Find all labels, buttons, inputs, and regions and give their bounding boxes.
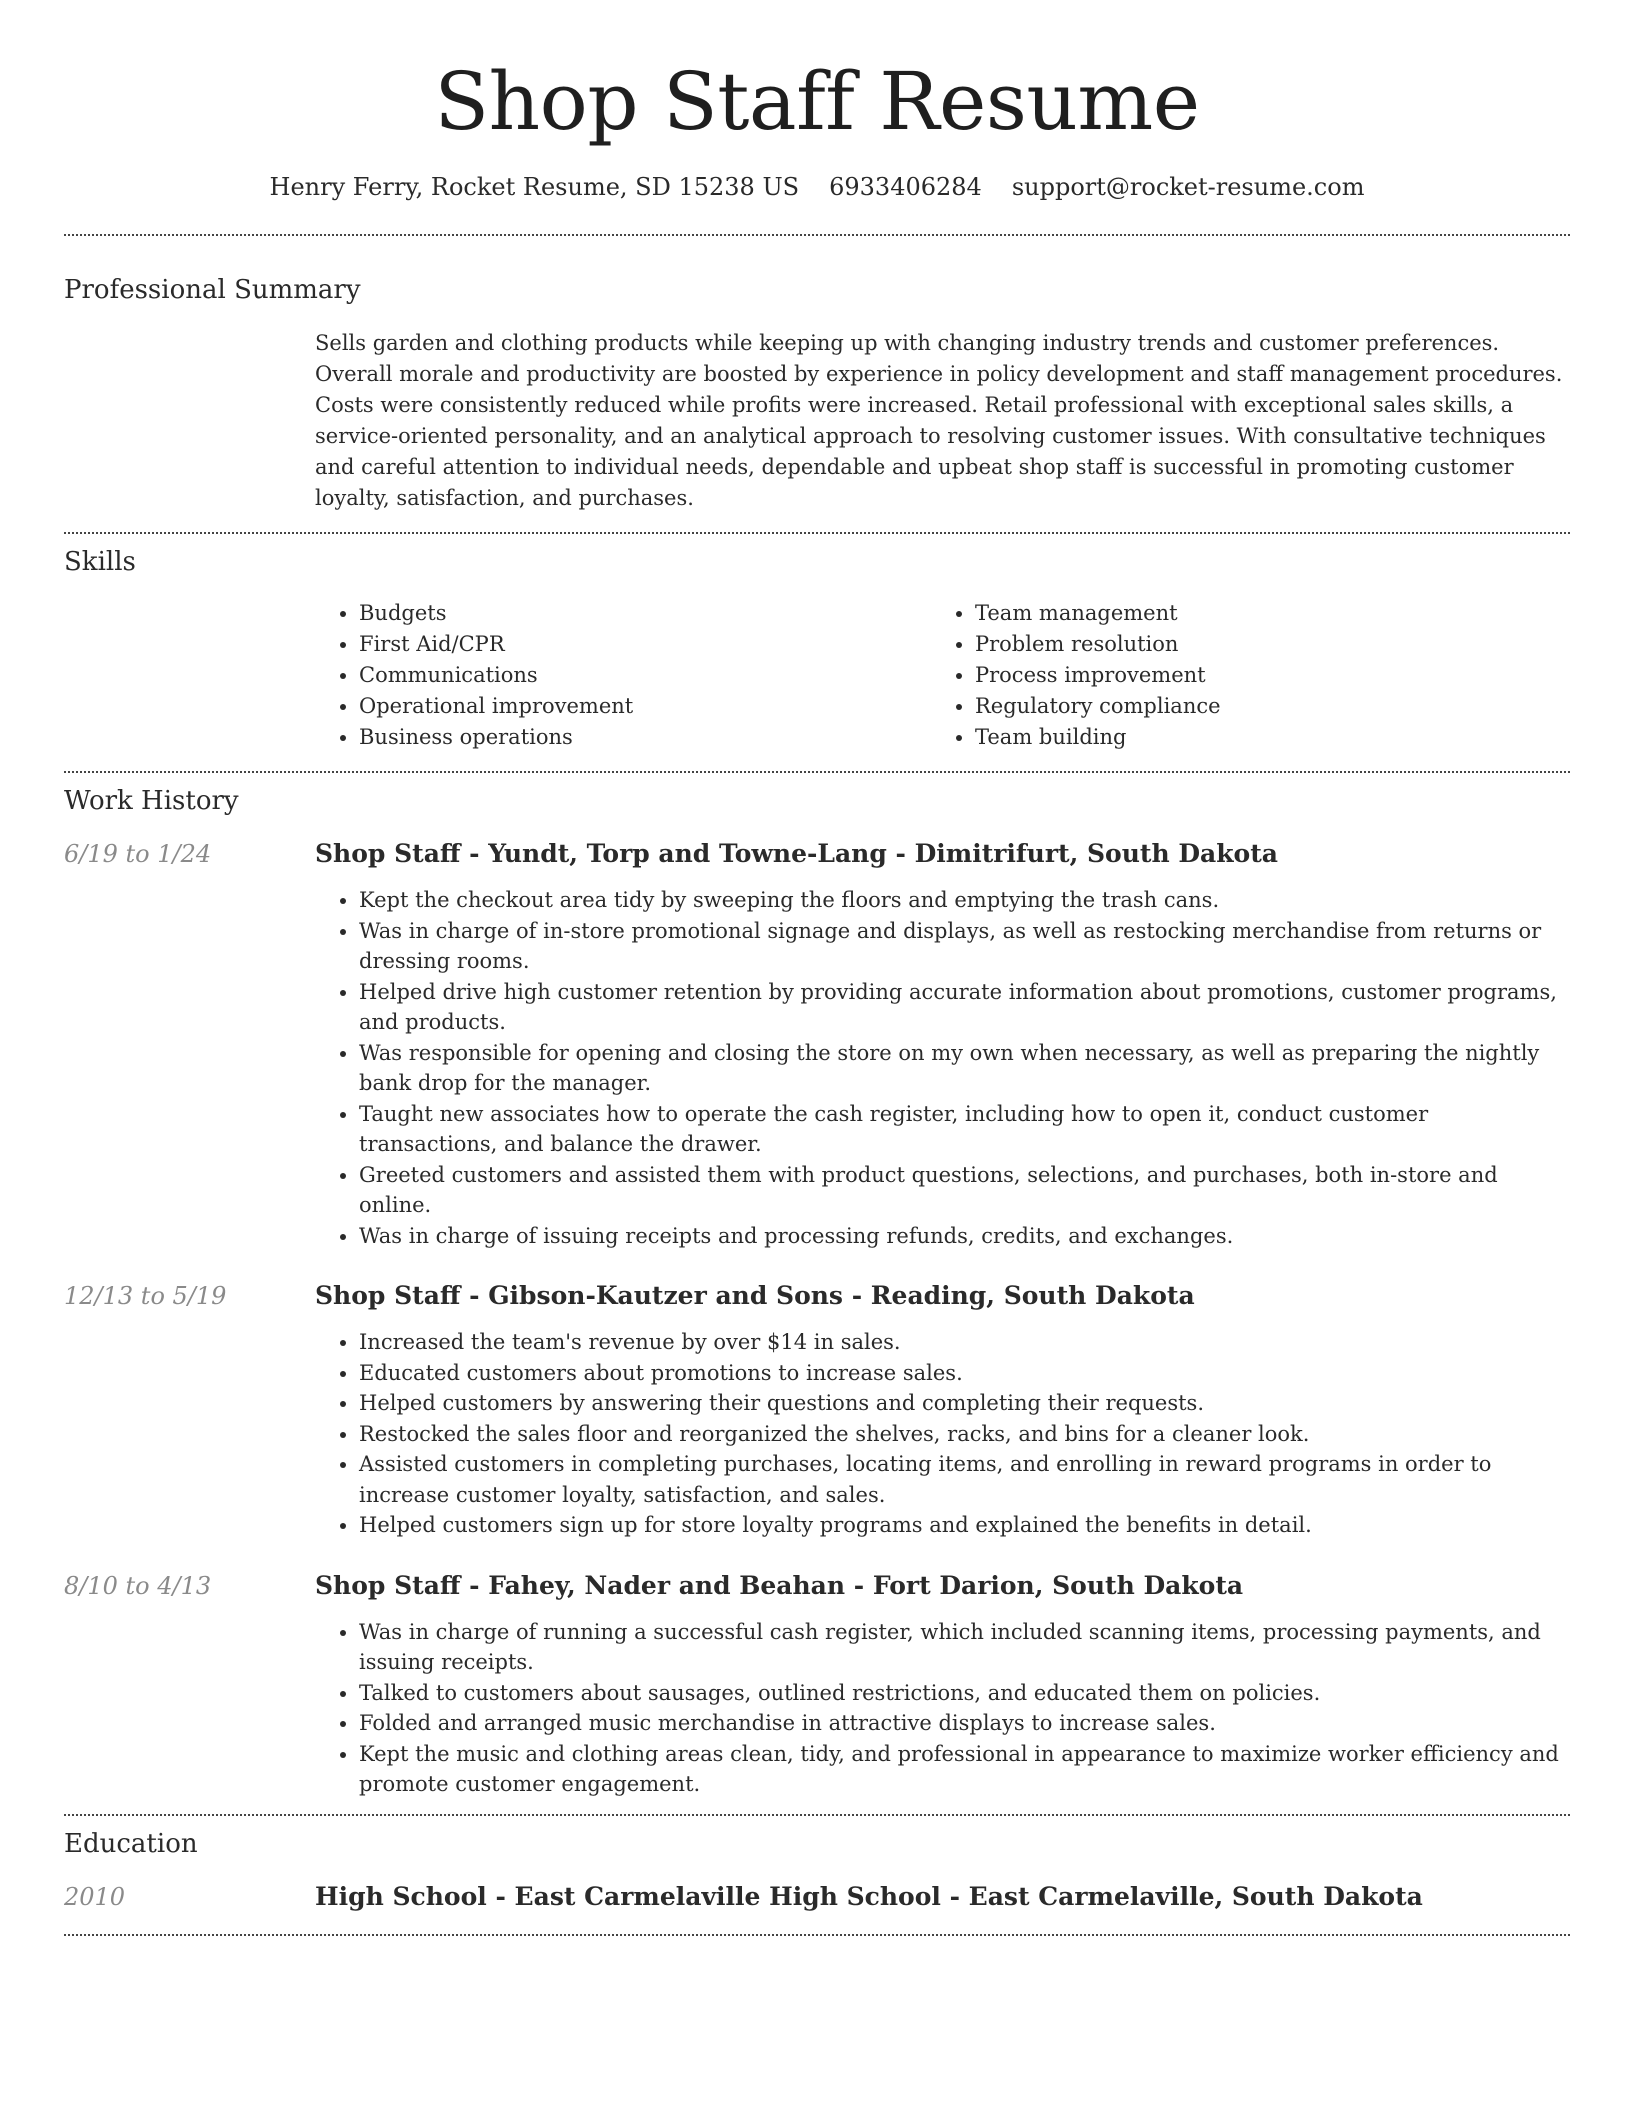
education-section bbox=[64, 1816, 1570, 1914]
job-bullet: • Greeted customers and assisted them with product questions, selections, and purchases, both in-store and online. bbox=[359, 1160, 1570, 1221]
skills-list-left bbox=[315, 598, 931, 753]
skill-item: • Team building bbox=[975, 722, 1547, 753]
job-bullet: • Was in charge of in-store promotional signage and displays, as well as restocking merchandise from returns or dressing rooms. bbox=[359, 916, 1570, 977]
skills-section bbox=[64, 534, 1570, 753]
skills-list-right bbox=[931, 598, 1547, 753]
job-bullet: • Restocked the sales floor and reorganized the shelves, racks, and bins for a cleaner look. bbox=[359, 1419, 1570, 1450]
job-bullets bbox=[315, 885, 1570, 1251]
education-body bbox=[315, 1880, 1570, 1914]
job-bullet: • Assisted customers in completing purchases, locating items, and enrolling in reward programs in order to increase customer loyalty, satisfaction, and sales. bbox=[359, 1449, 1570, 1510]
job-body bbox=[315, 837, 1570, 1251]
job-bullet: • Talked to customers about sausages, outlined restrictions, and educated them on policies. bbox=[359, 1678, 1570, 1709]
education-year: 2010 bbox=[64, 1882, 126, 1911]
skills-heading: Skills bbox=[64, 547, 136, 577]
skills-left-spacer bbox=[64, 598, 315, 753]
job-entry bbox=[64, 837, 1570, 1251]
skills-grid bbox=[315, 598, 1570, 753]
work-heading: Work History bbox=[64, 786, 239, 816]
job-bullet: • Kept the checkout area tidy by sweeping the floors and emptying the trash cans. bbox=[359, 885, 1570, 916]
summary-body bbox=[315, 328, 1570, 514]
contact-email: support@rocket-resume.com bbox=[1011, 173, 1365, 201]
job-title: Shop Staff - Gibson-Kautzer and Sons - Reading, South Dakota bbox=[315, 1281, 1195, 1310]
contact-address: Henry Ferry, Rocket Resume, SD 15238 US bbox=[269, 173, 800, 201]
education-entry bbox=[64, 1880, 1570, 1914]
work-section bbox=[64, 773, 1570, 1800]
contact-line bbox=[64, 170, 1570, 204]
job-title: Shop Staff - Fahey, Nader and Beahan - Fort Darion, South Dakota bbox=[315, 1570, 1244, 1600]
job-bullet: • Helped customers sign up for store loyalty programs and explained the benefits in detail. bbox=[359, 1510, 1570, 1541]
job-bullet: • Helped drive high customer retention by providing accurate information about promotions, customer programs, and products. bbox=[359, 977, 1570, 1038]
skills-row bbox=[64, 598, 1570, 753]
education-divider bbox=[64, 1934, 1570, 1936]
job-bullets bbox=[315, 1617, 1570, 1800]
skill-item: • Business operations bbox=[359, 722, 931, 753]
summary-row bbox=[64, 328, 1570, 514]
job-dates: 8/10 to 4/13 bbox=[64, 1571, 212, 1600]
skill-item: • Communications bbox=[359, 660, 931, 691]
skill-item: • First Aid/CPR bbox=[359, 629, 931, 660]
contact-phone: 6933406284 bbox=[829, 173, 982, 201]
summary-section bbox=[64, 236, 1570, 514]
resume-page bbox=[64, 0, 1570, 1936]
job-bullet: • Educated customers about promotions to increase sales. bbox=[359, 1358, 1570, 1389]
skill-item: • Operational improvement bbox=[359, 691, 931, 722]
job-bullet: • Was responsible for opening and closing the store on my own when necessary, as well as preparing the nightly bank drop for the manager. bbox=[359, 1038, 1570, 1099]
education-title: High School - East Carmelaville High School - East Carmelaville, South Dakota bbox=[315, 1881, 1423, 1911]
education-heading: Education bbox=[64, 1828, 198, 1859]
skill-item: • Process improvement bbox=[975, 660, 1547, 691]
job-entry bbox=[64, 1569, 1570, 1800]
job-entry bbox=[64, 1279, 1570, 1541]
job-dates: 6/19 to 1/24 bbox=[64, 840, 212, 868]
job-body bbox=[315, 1279, 1570, 1541]
job-bullet: • Helped customers by answering their questions and completing their requests. bbox=[359, 1388, 1570, 1419]
job-dates: 12/13 to 5/19 bbox=[64, 1282, 227, 1310]
job-title: Shop Staff - Yundt, Torp and Towne-Lang - Dimitrifurt, South Dakota bbox=[315, 839, 1278, 868]
summary-heading: Professional Summary bbox=[64, 275, 361, 305]
job-bullet: • Was in charge of issuing receipts and processing refunds, credits, and exchanges. bbox=[359, 1221, 1570, 1252]
skill-item: • Regulatory compliance bbox=[975, 691, 1547, 722]
job-body bbox=[315, 1569, 1570, 1800]
resume-title: Shop Staff Resume bbox=[434, 55, 1200, 148]
job-bullets bbox=[315, 1327, 1570, 1541]
summary-text: Sells garden and clothing products while keeping up with changing industry trends and customer preferences. Overall morale and productivity are boosted by experience in policy development and staff management procedures. Costs were consistently reduced while profits were increased. Retail professional with exceptional sales skills, a service-oriented personality, and an analytical approach to resolving customer issues. With consultative techniques and careful attention to individual needs, dependable and upbeat shop staff is successful in promoting customer loyalty, satisfaction, and purchases. bbox=[315, 331, 1563, 510]
job-bullet: • Folded and arranged music merchandise in attractive displays to increase sales. bbox=[359, 1708, 1570, 1739]
job-bullet: • Was in charge of running a successful cash register, which included scanning items, processing payments, and issuing receipts. bbox=[359, 1617, 1570, 1678]
summary-left-spacer bbox=[64, 328, 315, 514]
skill-item: • Budgets bbox=[359, 598, 931, 629]
job-bullet: • Increased the team's revenue by over $14 in sales. bbox=[359, 1327, 1570, 1358]
skill-item: • Team management bbox=[975, 598, 1547, 629]
job-bullet: • Kept the music and clothing areas clean, tidy, and professional in appearance to maximize worker efficiency and promote customer engagement. bbox=[359, 1739, 1570, 1800]
skill-item: • Problem resolution bbox=[975, 629, 1547, 660]
job-bullet: • Taught new associates how to operate the cash register, including how to open it, conduct customer transactions, and balance the drawer. bbox=[359, 1099, 1570, 1160]
